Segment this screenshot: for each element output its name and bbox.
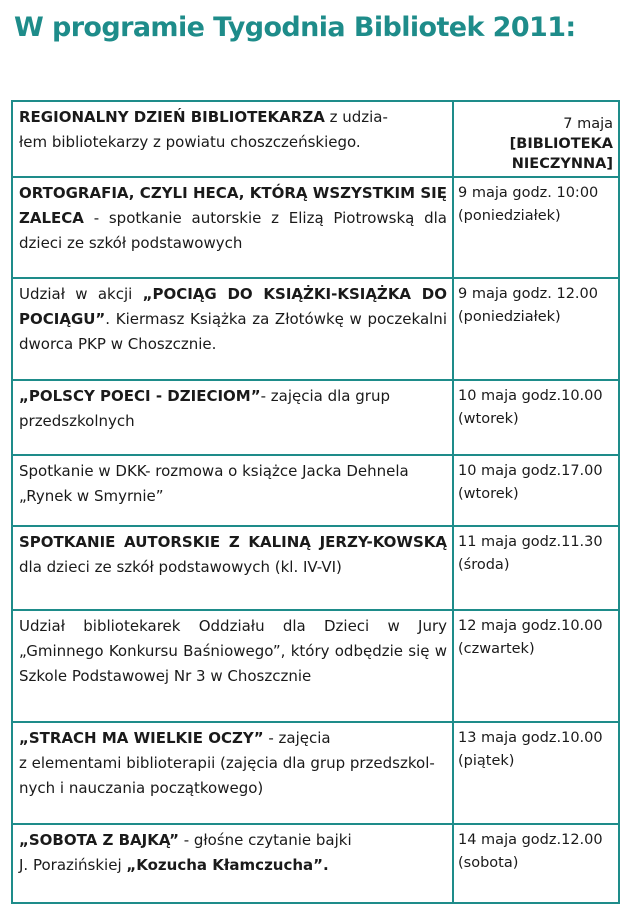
event-date (453, 278, 619, 380)
event-date (453, 610, 619, 722)
text: (poniedziałek) (458, 309, 561, 325)
text: Udział bibliotekarek Oddziału dla Dzieci w Jury „Gminnego Konkursu Baśniowego”, który odbędzie się w Szkole Podstawowej Nr 3 w Choszcznie (19, 617, 447, 685)
event-date (453, 380, 619, 455)
event-date (453, 722, 619, 824)
event-date (453, 526, 619, 610)
text: . Kiermasz Książka za Złotówkę w poczekalni dworca PKP w Choszcznie. (19, 310, 447, 353)
event-date (453, 824, 619, 903)
bold-text: „STRACH MA WIELKIE OCZY” (19, 729, 264, 747)
text: - spotkanie autorskie z Elizą Piotrowską dla dzieci ze szkół podstawowych (19, 209, 447, 252)
text: Spotkanie w DKK- rozmowa o książce Jacka Dehnela (19, 462, 409, 480)
text: (sobota) (458, 855, 519, 871)
table-row (12, 278, 619, 380)
bold-text: „Kozucha Kłamczucha”. (126, 856, 329, 874)
text: „Rynek w Smyrnie” (19, 487, 164, 505)
bold-text: „SOBOTA Z BAJKĄ” (19, 831, 179, 849)
bold-text: SPOTKANIE AUTORSKIE Z KALINĄ JERZY-KOWSKĄ (19, 533, 447, 551)
text: - głośne czytanie bajki (178, 831, 352, 849)
table-row (12, 380, 619, 455)
bold-text: NIECZYNNA] (511, 156, 613, 172)
event-description (12, 380, 453, 455)
event-description (12, 526, 453, 610)
text: z elementami biblioterapii (zajęcia dla grup przedszkol- (19, 754, 435, 772)
text: 9 maja godz. 12.00 (458, 286, 598, 302)
text: (piątek) (458, 753, 515, 769)
text: J. Porazińskiej (19, 856, 127, 874)
table-row (12, 610, 619, 722)
text: - zajęcia (263, 729, 331, 747)
table-row (12, 101, 619, 177)
text: 10 maja godz.17.00 (458, 463, 603, 479)
table-row (12, 824, 619, 903)
text: 10 maja godz.10.00 (458, 388, 603, 404)
bold-text: ORTOGRAFIA, CZYLI HECA, KTÓRĄ WSZYSTKIM SIĘ ZALECA (19, 184, 447, 227)
text: 9 maja godz. 10:00 (458, 185, 599, 201)
text: (poniedziałek) (458, 208, 561, 224)
event-description (12, 455, 453, 526)
bold-text: „POCIĄG DO KSIĄŻKI-KSIĄŻKA DO POCIĄGU” (19, 285, 447, 328)
event-description (12, 177, 453, 278)
event-description (12, 101, 453, 177)
text: (wtorek) (458, 411, 519, 427)
text: dla dzieci ze szkół podstawowych (kl. IV-VI) (19, 558, 342, 576)
event-description (12, 722, 453, 824)
text: 12 maja godz.10.00 (458, 618, 603, 634)
bold-text: REGIONALNY DZIEŃ BIBLIOTEKARZA (19, 108, 325, 126)
event-description (12, 278, 453, 380)
text: - zajęcia dla grup przedszkolnych (19, 387, 390, 430)
event-date (453, 177, 619, 278)
text: (środa) (458, 557, 510, 573)
event-date (453, 101, 619, 177)
page-title: W programie Tygodnia Bibliotek 2011: (14, 12, 576, 43)
bold-text: „POLSCY POECI - DZIECIOM” (19, 387, 261, 405)
event-date (453, 455, 619, 526)
bold-text: [BIBLIOTEKA (509, 136, 613, 152)
table-row (12, 526, 619, 610)
table-row (12, 177, 619, 278)
text: z udzia- (324, 108, 388, 126)
text: (czwartek) (458, 641, 535, 657)
event-description (12, 610, 453, 722)
text: 7 maja (563, 116, 613, 132)
text: (wtorek) (458, 486, 519, 502)
table-row (12, 722, 619, 824)
text: łem bibliotekarzy z powiatu choszczeńskiego. (19, 133, 361, 151)
text: nych i nauczania początkowego) (19, 779, 264, 797)
text: 14 maja godz.12.00 (458, 832, 603, 848)
event-description (12, 824, 453, 903)
table-row (12, 455, 619, 526)
text: 13 maja godz.10.00 (458, 730, 603, 746)
text: 11 maja godz.11.30 (458, 534, 603, 550)
event-schedule-table (11, 100, 620, 904)
text: Udział w akcji (19, 285, 143, 303)
